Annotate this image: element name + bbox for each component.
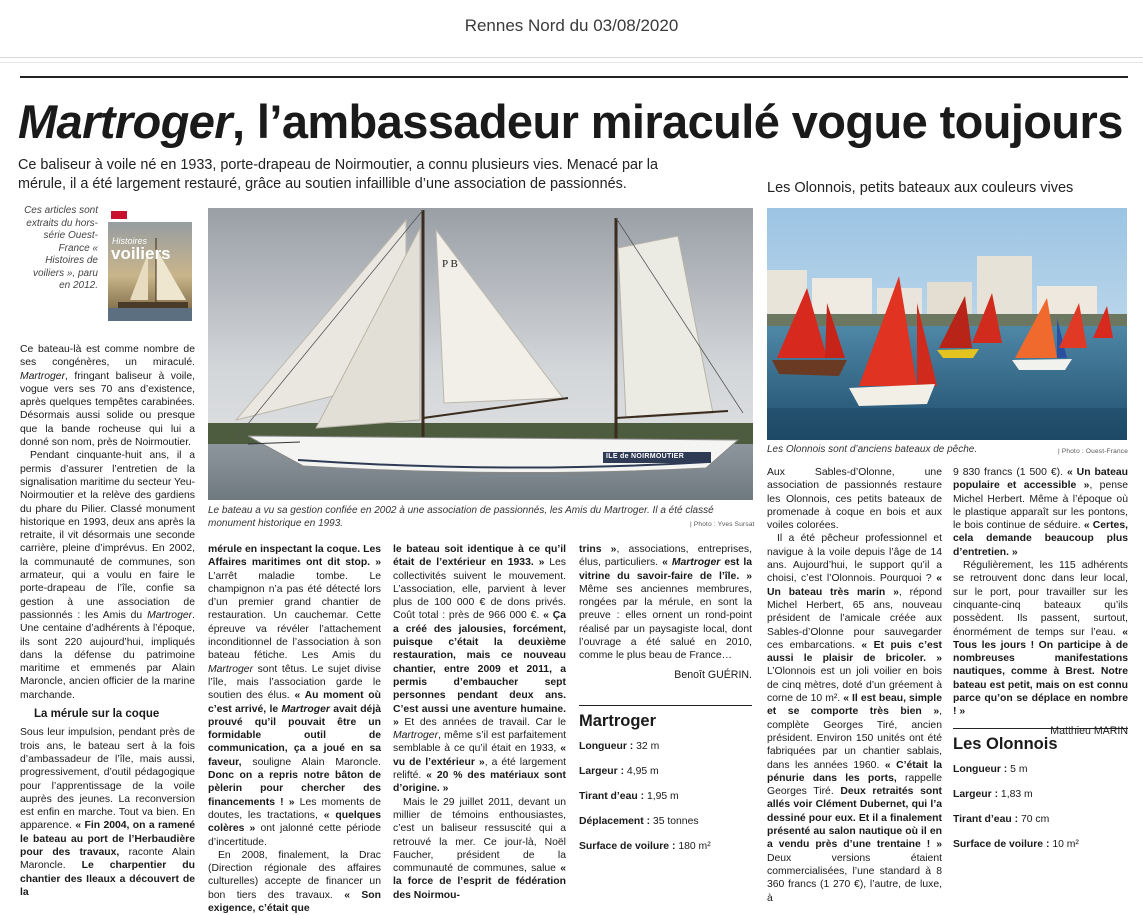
olonnois-factbox xyxy=(953,728,1128,864)
magazine-title: voiliers xyxy=(111,244,171,263)
olonnois-photo-caption: Les Olonnois sont d’anciens bateaux de pêche. xyxy=(767,444,978,455)
olonnois-photo xyxy=(767,208,1127,440)
fact-row: Longueur : 32 m xyxy=(579,741,660,752)
martroger-photo-caption: Le bateau a vu sa gestion confiée en 2002 à une association de passionnés, les Amis du Martroger. Il a été classé monument historique en 1993. xyxy=(208,505,714,529)
fact-row: Tirant d’eau : 70 cm xyxy=(953,814,1050,825)
olonnois-photo-illustration xyxy=(767,208,1127,440)
top-rule xyxy=(20,76,1128,78)
promo-text: Ces articles sont extraits du hors-série Ouest-France « Histoires de voiliers », paru en 2012. xyxy=(24,205,98,291)
article-lead: Ce baliseur à voile né en 1933, porte-drapeau de Noirmoutier, a connu plusieurs vies. Menacé par la mérule, il a été largement restauré, grâce au soutien infaillible d’une association de passionnés. xyxy=(18,157,658,192)
subheading: La mérule sur la coque xyxy=(34,708,160,721)
fact-row: Surface de voilure : 180 m² xyxy=(579,841,711,852)
hull-name: ILE de NOIRMOUTIER xyxy=(606,453,685,460)
olonnois-photo-credit: | Photo : Ouest-France xyxy=(1058,448,1129,455)
article-column-2: mérule en inspectant la coque. Les Affaires maritimes ont dit stop. » L’arrêt maladie tombe. Le champignon n’a pas été détecté lors d’un premier grand chantier de restauration. Un cauchemar. Cette épreuve va révéler l’attachement inconditionnel de l’association à son bateau fétiche. Les Amis du Martroger sont têtus. Le sujet divise l’île, mais l’association garde le soutien des élus. « Au moment où c’est arrivé, le Martroger avait déjà prouvé qu’il pouvait être un formidable outil de communication, ça a joué en sa faveur, souligne Alain Maroncle. Donc on a repris notre bâton de pèlerin pour chercher des financements ! » Les moments de doutes, les tractations, « quelques colères » ont jalonné cette période d’incertitude. En 2008, finalement, la Drac (Direction régionale des affaires culturelles) accepte de financer un bon tiers des travaux. « Son exigence, c’était que xyxy=(208,544,382,915)
divider xyxy=(0,62,1143,63)
article-column-1: Ce bateau-là est comme nombre de ses congénères, un miraculé. Martroger, fringant baliseur à voile, vogue vers ses 70 ans d’existence, après quelques tempêtes carabinées. Désormais aussi solide ou presque que la bande rocheuse qui lui a donné son nom, près de Noirmoutier. Pendant cinquante-huit ans, il a permis d’assurer l’entretien de la signalisation maritime du secteur Yeu-Noirmoutier et la relève des gardiens du phare du Pilier. Classé monument historique en 1993, deux ans après la retraite, il vit désormais une seconde carrière, pleine d’imprévus. En 2002, la communauté de communes, son armateur, qui a voulu en faire le porte-drapeau de l’île, confie sa gestion à une association de passionnés : les Amis du Martroger. Une centaine d’adhérents à l’époque, ils sont 220 aujourd’hui, impliqués dans la défense du patrimoine maritime et emmenés par Alain Maroncle, ancien officier de la marine marchande. La mérule sur la coque Sous leur impulsion, pendant près de trois ans, le bateau sert à la fois d’ambassadeur de l’île, mais aussi, progressivement, d’outil pédagogique pour l’apprentissage de la voile auprès des jeunes. La reconversion est enfin en marche. Tout va bien. En apparence. « Fin 2004, on a ramené le bateau au port de l’Herbaudière pour des travaux, raconte Alain Maroncle. Le charpentier du chantier des Ileaux a découvert de la xyxy=(20,344,196,898)
magazine-cover xyxy=(108,208,192,321)
martroger-photo-credit: | Photo : Yves Sursat xyxy=(690,521,755,528)
fact-row: Déplacement : 35 tonnes xyxy=(579,816,699,827)
olonnois-column-1: Aux Sables-d’Olonne, une association de passionnés restaure les Olonnois, ces petits bateaux de promenade à coque en bois et aux voiles colorées. Il a été pêcheur professionnel et navigue à la voile depuis l’âge de 14 ans. Aujourd’hui, le support qu’il a choisi, c’est l’Olonnois. Pourquoi ? « Un bateau très marin », répond Michel Herbert, 65 ans, nouveau président de l’amicale créée aux Sables-d’Olonne pour sauvegarder ces embarcations. « Et puis c’est aussi le plaisir de bricoler. » L’Olonnois est un joli voilier en bois de cinq mètres, doté d’un gréement à corne de 10 m². « Il est beau, simple et se comporte très bien », complète Georges Tiré, ancien président. Environ 150 unités ont été fabriquées par un chantier sablais, dans les années 1960. « C’était la pénurie dans les ports, rappelle Georges Tiré. Deux retraités sont allés voir Clément Dubernet, qui l’a dessiné pour eux. Et il a finalement présenté au salon nautique où il en a vendu près d’une trentaine ! » Deux versions étaient commercialisées, l’une standard à 8 360 francs (1 270 €), l’autre, de luxe, à xyxy=(767,467,943,904)
source-label: Rennes Nord du 03/08/2020 xyxy=(464,16,679,35)
article-title: Martroger, l’ambassadeur miraculé vogue toujours xyxy=(18,95,1123,148)
olonnois-signature: Matthieu MARIN xyxy=(1050,724,1128,737)
fact-row: Largeur : 1,83 m xyxy=(953,789,1033,800)
fact-row: Surface de voilure : 10 m² xyxy=(953,839,1079,850)
factbox-title: Martroger xyxy=(579,705,752,731)
source-header-bar xyxy=(0,0,1143,58)
article-column-3: le bateau soit identique à ce qu’il était de l’extérieur en 1933. » Les collectivités suivent le mouvement. L’association, elle, parvient à lever plus de 100 000 € de dons privés. Coût total : près de 966 000 €. « Ça a créé des jalousies, forcément, puisque c’était la deuxième restauration, mais ce nouveau chantier, entre 2009 et 2011, a permis d’embaucher sept personnes pendant deux ans. C’est aussi une aventure humaine. » Et des années de travail. Car le Martroger, même s’il est parfaitement semblable à ce qu’il était en 1933, « vu de l’extérieur », a été largement relifté. « 20 % des matériaux sont d’origine. » Mais le 29 juillet 2011, devant un millier de témoins enthousiastes, c’est un baliseur ressuscité qui a retrouvé la mer. Ce jour-là, Noël Faucher, président de la communauté de communes, salue « la force de l’esprit de fédération des Noirmou- xyxy=(393,544,566,901)
olonnois-column-2: 9 830 francs (1 500 €). « Un bateau populaire et accessible », pense Michel Herbert. Même à l’époque où le plastique apparaît sur les pontons, le bois continue de séduire. « Certes, cela demande beaucoup plus d’entretien. » Régulièrement, les 115 adhérents se retrouvent donc dans leur local, sur le port, pour travailler sur les cinquante-cinq bateaux qu’ils possèdent. Ils passent, surtout, énormément de temps sur l’eau. « Tous les jours ! On participe à de nombreuses manifestations nautiques, comme à Brest. Notre bateau est petit, mais on est connu parce qu’on se déplace en nombre ! » Matthieu MARIN xyxy=(953,467,1128,737)
sail-marking: P B xyxy=(442,258,458,270)
martroger-factbox xyxy=(579,705,752,866)
fact-row: Largeur : 4,95 m xyxy=(579,766,659,777)
article-column-4: trins », associations, entreprises, élus, particuliers. « Martroger est la vitrine du savoir-faire de l’île. » Même ses anciennes membrures, rongées par la mérule, en sont la preuve : elles ornent un rond-point réalisé par un paysagiste local, dont l’ouvrage a été salué en 2010, comme le plus beau de France… Benoît GUÉRIN. xyxy=(579,544,752,681)
magazine-cover-illustration xyxy=(108,208,192,321)
fact-row: Tirant d’eau : 1,95 m xyxy=(579,791,679,802)
olonnois-title: Les Olonnois, petits bateaux aux couleurs vives xyxy=(767,180,1074,196)
magazine-kicker: Histoires xyxy=(112,236,148,246)
martroger-photo xyxy=(208,208,753,500)
olonnois-factbox-title: Les Olonnois xyxy=(953,728,1128,754)
article-signature: Benoît GUÉRIN. xyxy=(674,668,752,681)
fact-row: Longueur : 5 m xyxy=(953,764,1028,775)
